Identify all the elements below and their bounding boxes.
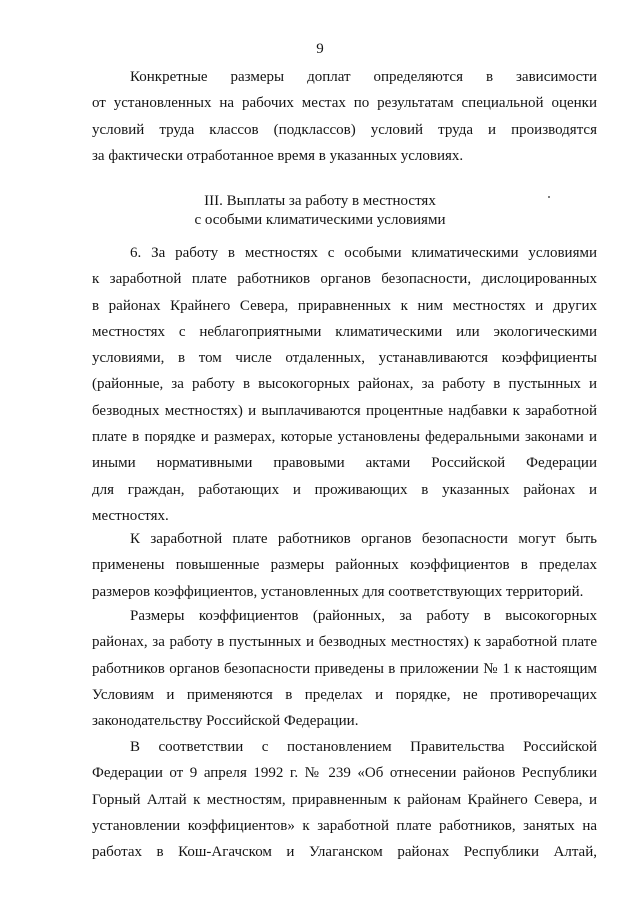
paragraph-line: Горный Алтай к местностям, приравненным к районам Крайнего Севера, и: [92, 791, 597, 808]
section-heading-line: с особыми климатическими условиями: [194, 212, 446, 228]
paragraph-line: К заработной плате работников органов безопасности могут быть: [130, 531, 597, 547]
scan-speck: [548, 196, 550, 198]
page-number: 9: [316, 41, 324, 57]
paragraph-povyshennye-koefficienty: [92, 526, 597, 605]
paragraph-razmery-koefficientov: [92, 603, 597, 734]
paragraph-line: условиями, в том числе отдаленных, устанавливаются коэффициенты: [92, 350, 597, 367]
paragraph-line: для граждан, работающих и проживающих в указанных районах и: [92, 481, 597, 498]
paragraph-line: Условиям и применяются в пределах и порядке, не противоречащих: [92, 686, 597, 703]
paragraph-line: местностях с неблагоприятными климатическими или экологическими: [92, 323, 597, 340]
paragraph-line: установлении коэффициентов» к заработной плате работников, занятых на: [92, 817, 597, 834]
paragraph-line: иными нормативными правовыми актами Российской Федерации: [92, 455, 597, 472]
paragraph-line: районах, за работу в пустынных и безводных местностях) к заработной плате: [92, 634, 597, 651]
paragraph-line: законодательству Российской Федерации.: [92, 713, 359, 730]
paragraph-line: плате в порядке и размерах, которые установлены федеральными законами и: [92, 429, 597, 446]
section-heading: [0, 192, 640, 230]
section-heading-line: III. Выплаты за работу в местностях: [204, 193, 436, 209]
paragraph-line: Конкретные размеры доплат определяются в зависимости: [130, 69, 597, 85]
paragraph-postanovlenie-239: [92, 734, 597, 865]
paragraph-line: 6. За работу в местностях с особыми климатическими условиями: [130, 245, 597, 261]
paragraph-line: безводных местностях) и выплачиваются процентные надбавки к заработной: [92, 402, 597, 419]
paragraph-line: применены повышенные размеры районных коэффициентов в пределах: [92, 557, 597, 574]
paragraph-line: размеров коэффициентов, установленных для соответствующих территорий.: [92, 583, 584, 600]
paragraph-line: Федерации от 9 апреля 1992 г. № 239 «Об отнесении районов Республики: [92, 765, 597, 782]
paragraph-line: работников органов безопасности приведены в приложении № 1 к настоящим: [92, 660, 597, 677]
paragraph-line: условий труда классов (подклассов) условий труда и производятся: [92, 121, 597, 138]
paragraph-line: Размеры коэффициентов (районных, за работу в высокогорных: [130, 608, 597, 624]
paragraph-line: к заработной плате работников органов безопасности, дислоцированных: [92, 271, 597, 288]
paragraph-line: (районные, за работу в высокогорных районах, за работу в пустынных и: [92, 376, 597, 393]
paragraph-line: местностях.: [92, 507, 169, 524]
paragraph-doplaty: [92, 64, 597, 169]
paragraph-line: от установленных на рабочих местах по результатам специальной оценки: [92, 95, 597, 112]
paragraph-line: в районах Крайнего Севера, приравненных к ним местностях и других: [92, 297, 597, 314]
paragraph-line: В соответствии с постановлением Правительства Российской: [130, 739, 597, 755]
paragraph-line: работах в Кош-Агачском и Улаганском районах Республики Алтай,: [92, 844, 597, 861]
paragraph-item-6: [92, 240, 597, 529]
paragraph-line: за фактически отработанное время в указанных условиях.: [92, 147, 464, 164]
